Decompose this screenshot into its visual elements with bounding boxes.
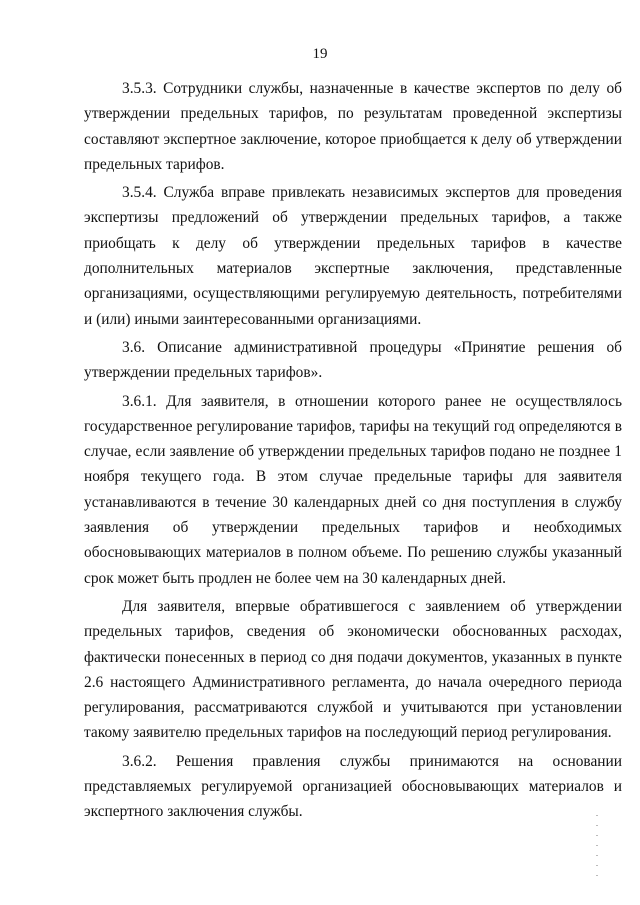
paragraph-3-5-3: 3.5.3. Сотрудники службы, назначенные в качестве экспертов по делу об утверждении предельных тарифов, по результатам проведенной экспертизы составляют экспертное заключение, которое приобщается к делу об утверждении предельных тарифов. [84,80,622,173]
document-body [84,76,622,825]
paragraph-first-time-applicant: Для заявителя, впервые обратившегося с заявлением об утверждении предельных тарифов, сведения об экономически обоснованных расходах, фактически понесенных в период со дня подачи документов, указанных в пункте 2.6 настоящего Административного регламента, до начала очередного периода регулирования, рассматриваются службой и учитываются при установлении такому заявителю предельных тарифов на последующий период регулирования. [84,597,622,742]
scan-artifact-marks [596,815,599,890]
page-number: 19 [312,46,328,62]
paragraph-3-6-2: 3.6.2. Решения правления службы принимаются на основании представляемых регулируемой организацией обосновывающих материалов и экспертного заключения службы. [84,752,622,821]
paragraph-3-6: 3.6. Описание административной процедуры «Принятие решения об утверждении предельных тарифов». [84,338,622,382]
paragraph-3-6-1: 3.6.1. Для заявителя, в отношении которого ранее не осуществлялось государственное регулирование тарифов, тарифы на текущий год определяются в случае, если заявление об утверждении предельных тарифов подано не позднее 1 ноября текущего года. В этом случае предельные тарифы для заявителя устанавливаются в течение 30 календарных дней со дня поступления в службу заявления об утверждении предельных тарифов и необходимых обосновывающих материалов в полном объеме. По решению службы указанный срок может быть продлен не более чем на 30 календарных дней. [84,392,622,587]
paragraph-3-5-4: 3.5.4. Служба вправе привлекать независимых экспертов для проведения экспертизы предложений об утверждении предельных тарифов, а также приобщать к делу об утверждении предельных тарифов в качестве дополнительных материалов экспертные заключения, представленные организациями, осуществляющими регулируемую деятельность, потребителями и (или) иными заинтересованными организациями. [84,184,622,328]
